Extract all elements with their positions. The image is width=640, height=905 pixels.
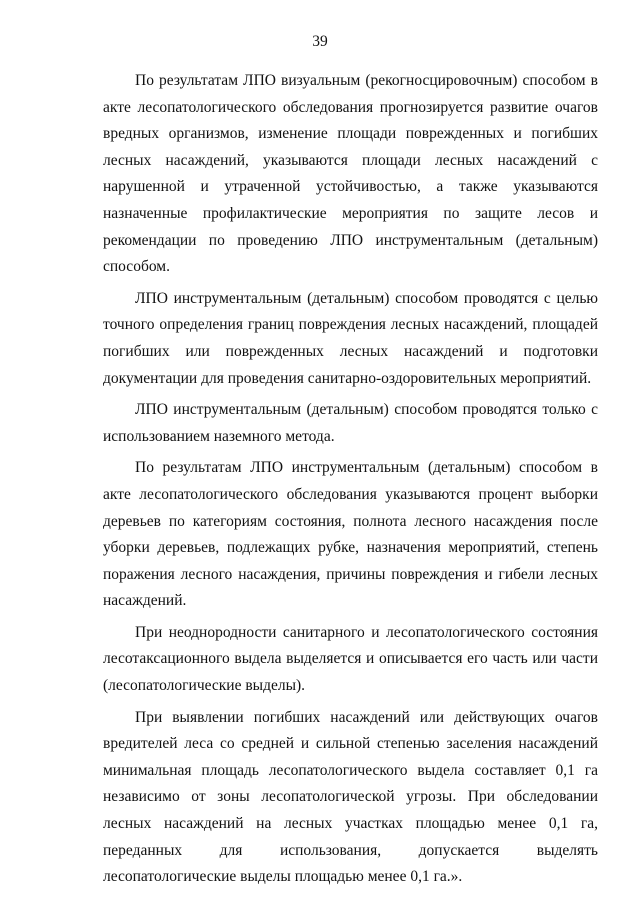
document-body [103,68,598,891]
paragraph: При выявлении погибших насаждений или действующих очагов вредителей леса со средней и сильной степенью заселения насаждений минимальная площадь лесопатологического выдела составляет 0,1 га независимо от зоны лесопатологической угрозы. При обследовании лесных насаждений на лесных участках площадью менее 0,1 га, переданных для использования, допускается выделять лесопатологические выделы площадью менее 0,1 га.». [103,708,598,886]
paragraph: По результатам ЛПО инструментальным (детальным) способом в акте лесопатологического обследования указываются процент выборки деревьев по категориям состояния, полнота лесного насаждения после уборки деревьев, подлежащих рубке, назначения мероприятий, степень поражения лесного насаждения, причины повреждения и гибели лесных насаждений. [103,459,598,610]
paragraph: ЛПО инструментальным (детальным) способом проводятся с целью точного определения границ повреждения лесных насаждений, площадей погибших или поврежденных лесных насаждений и подготовки документации для проведения санитарно-оздоровительных мероприятий. [103,289,598,387]
paragraph: ЛПО инструментальным (детальным) способом проводятся только с использованием наземного метода. [103,401,598,445]
paragraph: При неоднородности санитарного и лесопатологического состояния лесотаксационного выдела выделяется и описывается его часть или части (лесопатологические выделы). [103,623,598,695]
page-number: 39 [312,33,328,50]
paragraph: По результатам ЛПО визуальным (рекогносцировочным) способом в акте лесопатологического обследования прогнозируется развитие очагов вредных организмов, изменение площади поврежденных и погибших лесных насаждений, указываются площади лесных насаждений с нарушенной и утраченной устойчивостью, а также указываются назначенные профилактические мероприятия по защите лесов и рекомендации по проведению ЛПО инструментальным (детальным) способом. [103,72,598,276]
